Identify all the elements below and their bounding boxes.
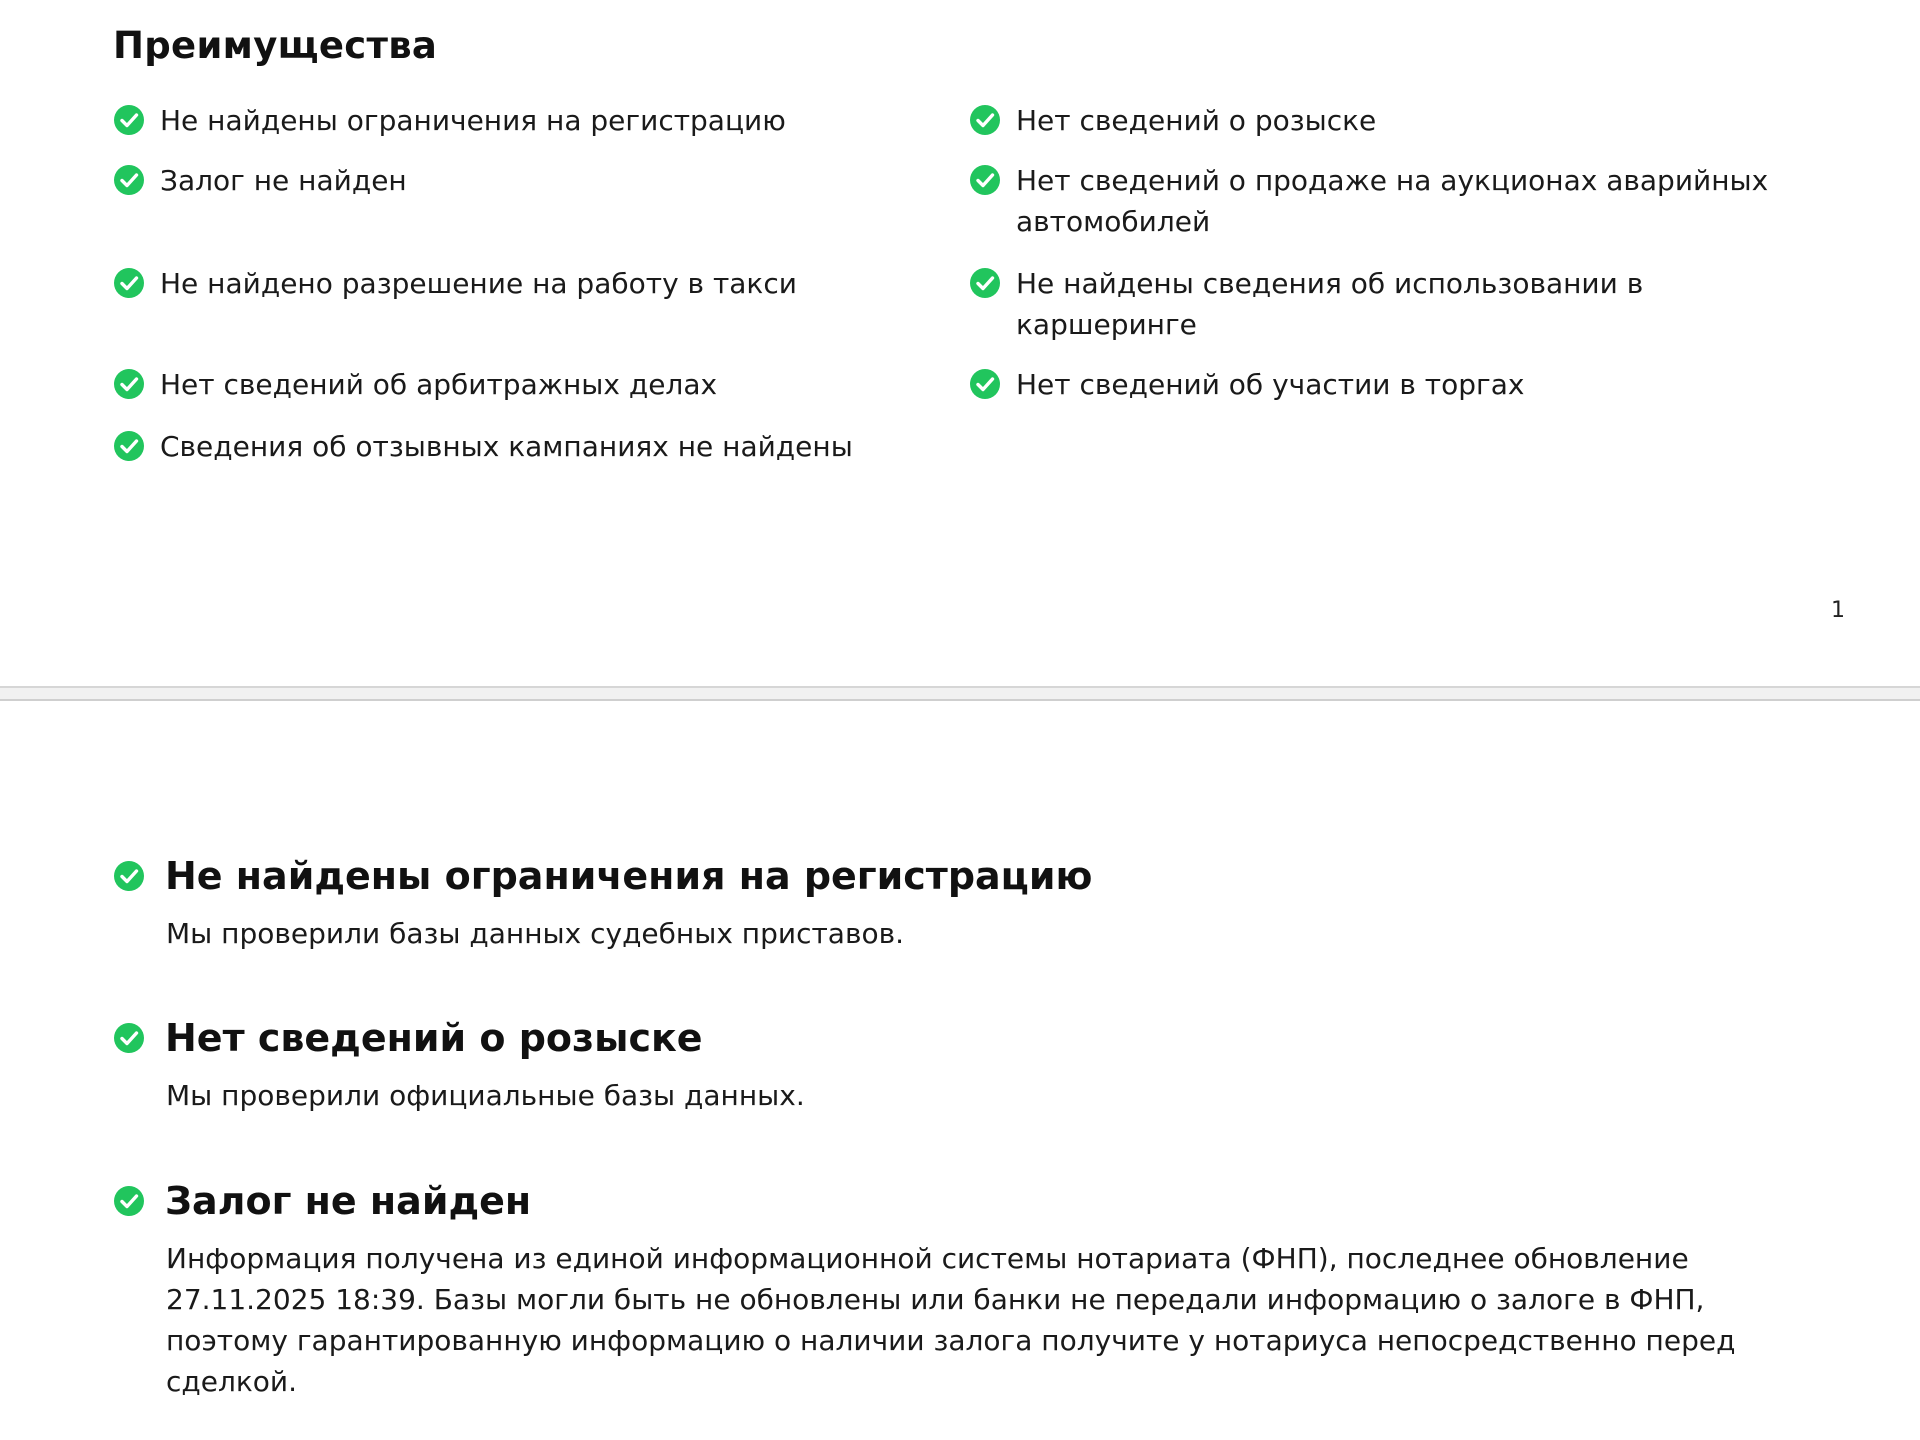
- benefit-label: Нет сведений о розыске: [1016, 104, 1377, 137]
- detail-description: Мы проверили официальные базы данных.: [166, 1079, 805, 1112]
- detail-section: [113, 1013, 1793, 1116]
- detail-header: [113, 851, 1793, 901]
- benefit-item: [113, 426, 933, 467]
- benefit-label: Не найдены ограничения на регистрацию: [160, 104, 786, 137]
- benefits-title: Преимущества: [113, 24, 438, 67]
- page-separator: [0, 686, 1920, 701]
- check-circle-icon: [969, 164, 1001, 196]
- detail-section: [113, 851, 1793, 954]
- benefits-list: [113, 100, 1833, 480]
- benefit-label: Не найдены сведения об использовании в каршеринге: [1016, 267, 1644, 341]
- benefit-label: Сведения об отзывных кампаниях не найдены: [160, 430, 853, 463]
- benefit-item: [113, 364, 933, 405]
- check-circle-icon: [969, 368, 1001, 400]
- benefit-item: [969, 160, 1829, 242]
- benefit-label: Не найдено разрешение на работу в такси: [160, 267, 797, 300]
- detail-title: Залог не найден: [165, 1179, 532, 1223]
- check-circle-icon: [113, 164, 145, 196]
- detail-description: Информация получена из единой информационной системы нотариата (ФНП), последнее обновление 27.11.2025 18:39. Базы могли быть не обновлены или банки не передали информацию о залоге в ФНП, поэтому гарантированную информацию о наличии залога получите у нотариуса непосредственно перед сделкой.: [166, 1242, 1736, 1398]
- check-circle-icon: [113, 430, 145, 462]
- benefit-item: [113, 263, 933, 304]
- detail-title: Нет сведений о розыске: [165, 1016, 703, 1060]
- detail-header: [113, 1013, 1793, 1063]
- check-circle-icon: [113, 104, 145, 136]
- detail-title: Не найдены ограничения на регистрацию: [165, 854, 1093, 898]
- benefit-label: Нет сведений о продаже на аукционах аварийных автомобилей: [1016, 164, 1769, 238]
- check-circle-icon: [969, 267, 1001, 299]
- benefit-label: Нет сведений об арбитражных делах: [160, 368, 718, 401]
- check-circle-icon: [113, 368, 145, 400]
- benefit-label: Нет сведений об участии в торгах: [1016, 368, 1525, 401]
- benefit-item: [113, 160, 933, 201]
- page-1: [0, 0, 1920, 686]
- benefit-item: [969, 364, 1829, 405]
- detail-header: [113, 1176, 1793, 1226]
- detail-section: [113, 1176, 1793, 1402]
- check-circle-icon: [113, 1185, 145, 1217]
- check-circle-icon: [113, 1022, 145, 1054]
- check-circle-icon: [113, 860, 145, 892]
- page-2: [0, 701, 1920, 1440]
- benefit-label: Залог не найден: [160, 164, 407, 197]
- benefit-item: [113, 100, 933, 141]
- benefit-item: [969, 263, 1829, 345]
- page-number: 1: [1831, 598, 1845, 623]
- check-circle-icon: [969, 104, 1001, 136]
- benefit-item: [969, 100, 1829, 141]
- check-circle-icon: [113, 267, 145, 299]
- detail-description: Мы проверили базы данных судебных приставов.: [166, 917, 904, 950]
